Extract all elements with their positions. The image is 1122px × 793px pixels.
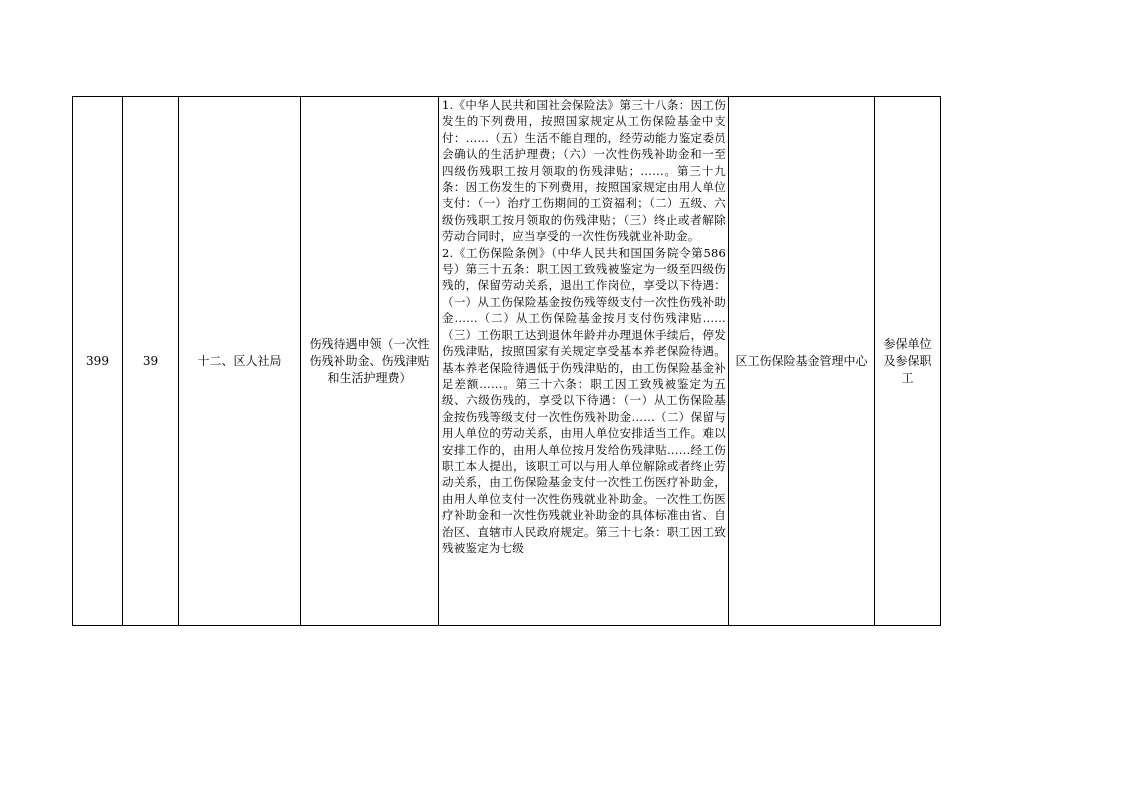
- agency-name: 区工伤保险基金管理中心: [735, 353, 868, 368]
- legal-basis-paragraph-2: 2.《工伤保险条例》（中华人民共和国国务院令第586号）第三十五条：职工因工致残被鉴定为一级至四级伤残的，保留劳动关系，退出工作岗位，享受以下待遇：（一）从工伤保险基金按伤残等级支付一次性伤残补助金……（二）从工伤保险基金按月支付伤残津贴……（三）工伤职工达到退休年龄并办理退休手续后，停发伤残津贴，按照国家有关规定享受基本养老保险待遇。基本养老保险待遇低于伤残津贴的，由工伤保险基金补足差额……。第三十六条：职工因工致残被鉴定为五级、六级伤残的，享受以下待遇：（一）从工伤保险基金按伤残等级支付一次性伤残补助金……（二）保留与用人单位的劳动关系，由用人单位安排适当工作。难以安排工作的，由用人单位按月发给伤残津贴……经工伤职工本人提出，该职工可以与用人单位解除或者终止劳动关系，由工伤保险基金支付一次性工伤医疗补助金，由用人单位支付一次性伤残就业补助金。一次性工伤医疗补助金和一次性伤残就业补助金的具体标准由省、自治区、直辖市人民政府规定。第三十七条：职工因工致残被鉴定为七级: [442, 245, 726, 555]
- legal-basis-text: [439, 97, 728, 625]
- sub-seq-cell: [123, 97, 179, 626]
- legal-basis-paragraph-1: 1.《中华人民共和国社会保险法》第三十八条：因工伤发生的下列费用，按照国家规定从工伤保险基金中支付：……（五）生活不能自理的，经劳动能力鉴定委员会确认的生活护理费；（六）一次性伤残补助金和一至四级伤残职工按月领取的伤残津贴；……。第三十九条：因工伤发生的下列费用，按照国家规定由用人单位支付：（一）治疗工伤期间的工资福利；（二）五级、六级伤残职工按月领取的伤残津贴；（三）终止或者解除劳动合同时，应当享受的一次性伤残就业补助金。: [442, 98, 726, 244]
- table-row: [73, 97, 941, 626]
- department-name: 十二、区人社局: [197, 353, 282, 368]
- seq-cell: [73, 97, 123, 626]
- seq-number: 399: [86, 353, 109, 368]
- service-item-table: [72, 96, 941, 626]
- sub-seq-number: 39: [142, 353, 159, 368]
- service-target: 参保单位及参保职工: [883, 336, 932, 385]
- agency-cell: [729, 97, 875, 626]
- target-cell: [875, 97, 941, 626]
- item-name-cell: [301, 97, 439, 626]
- department-cell: [179, 97, 301, 626]
- item-name: 伤残待遇申领（一次性伤残补助金、伤残津贴和生活护理费）: [309, 336, 430, 385]
- legal-basis-cell: [439, 97, 729, 626]
